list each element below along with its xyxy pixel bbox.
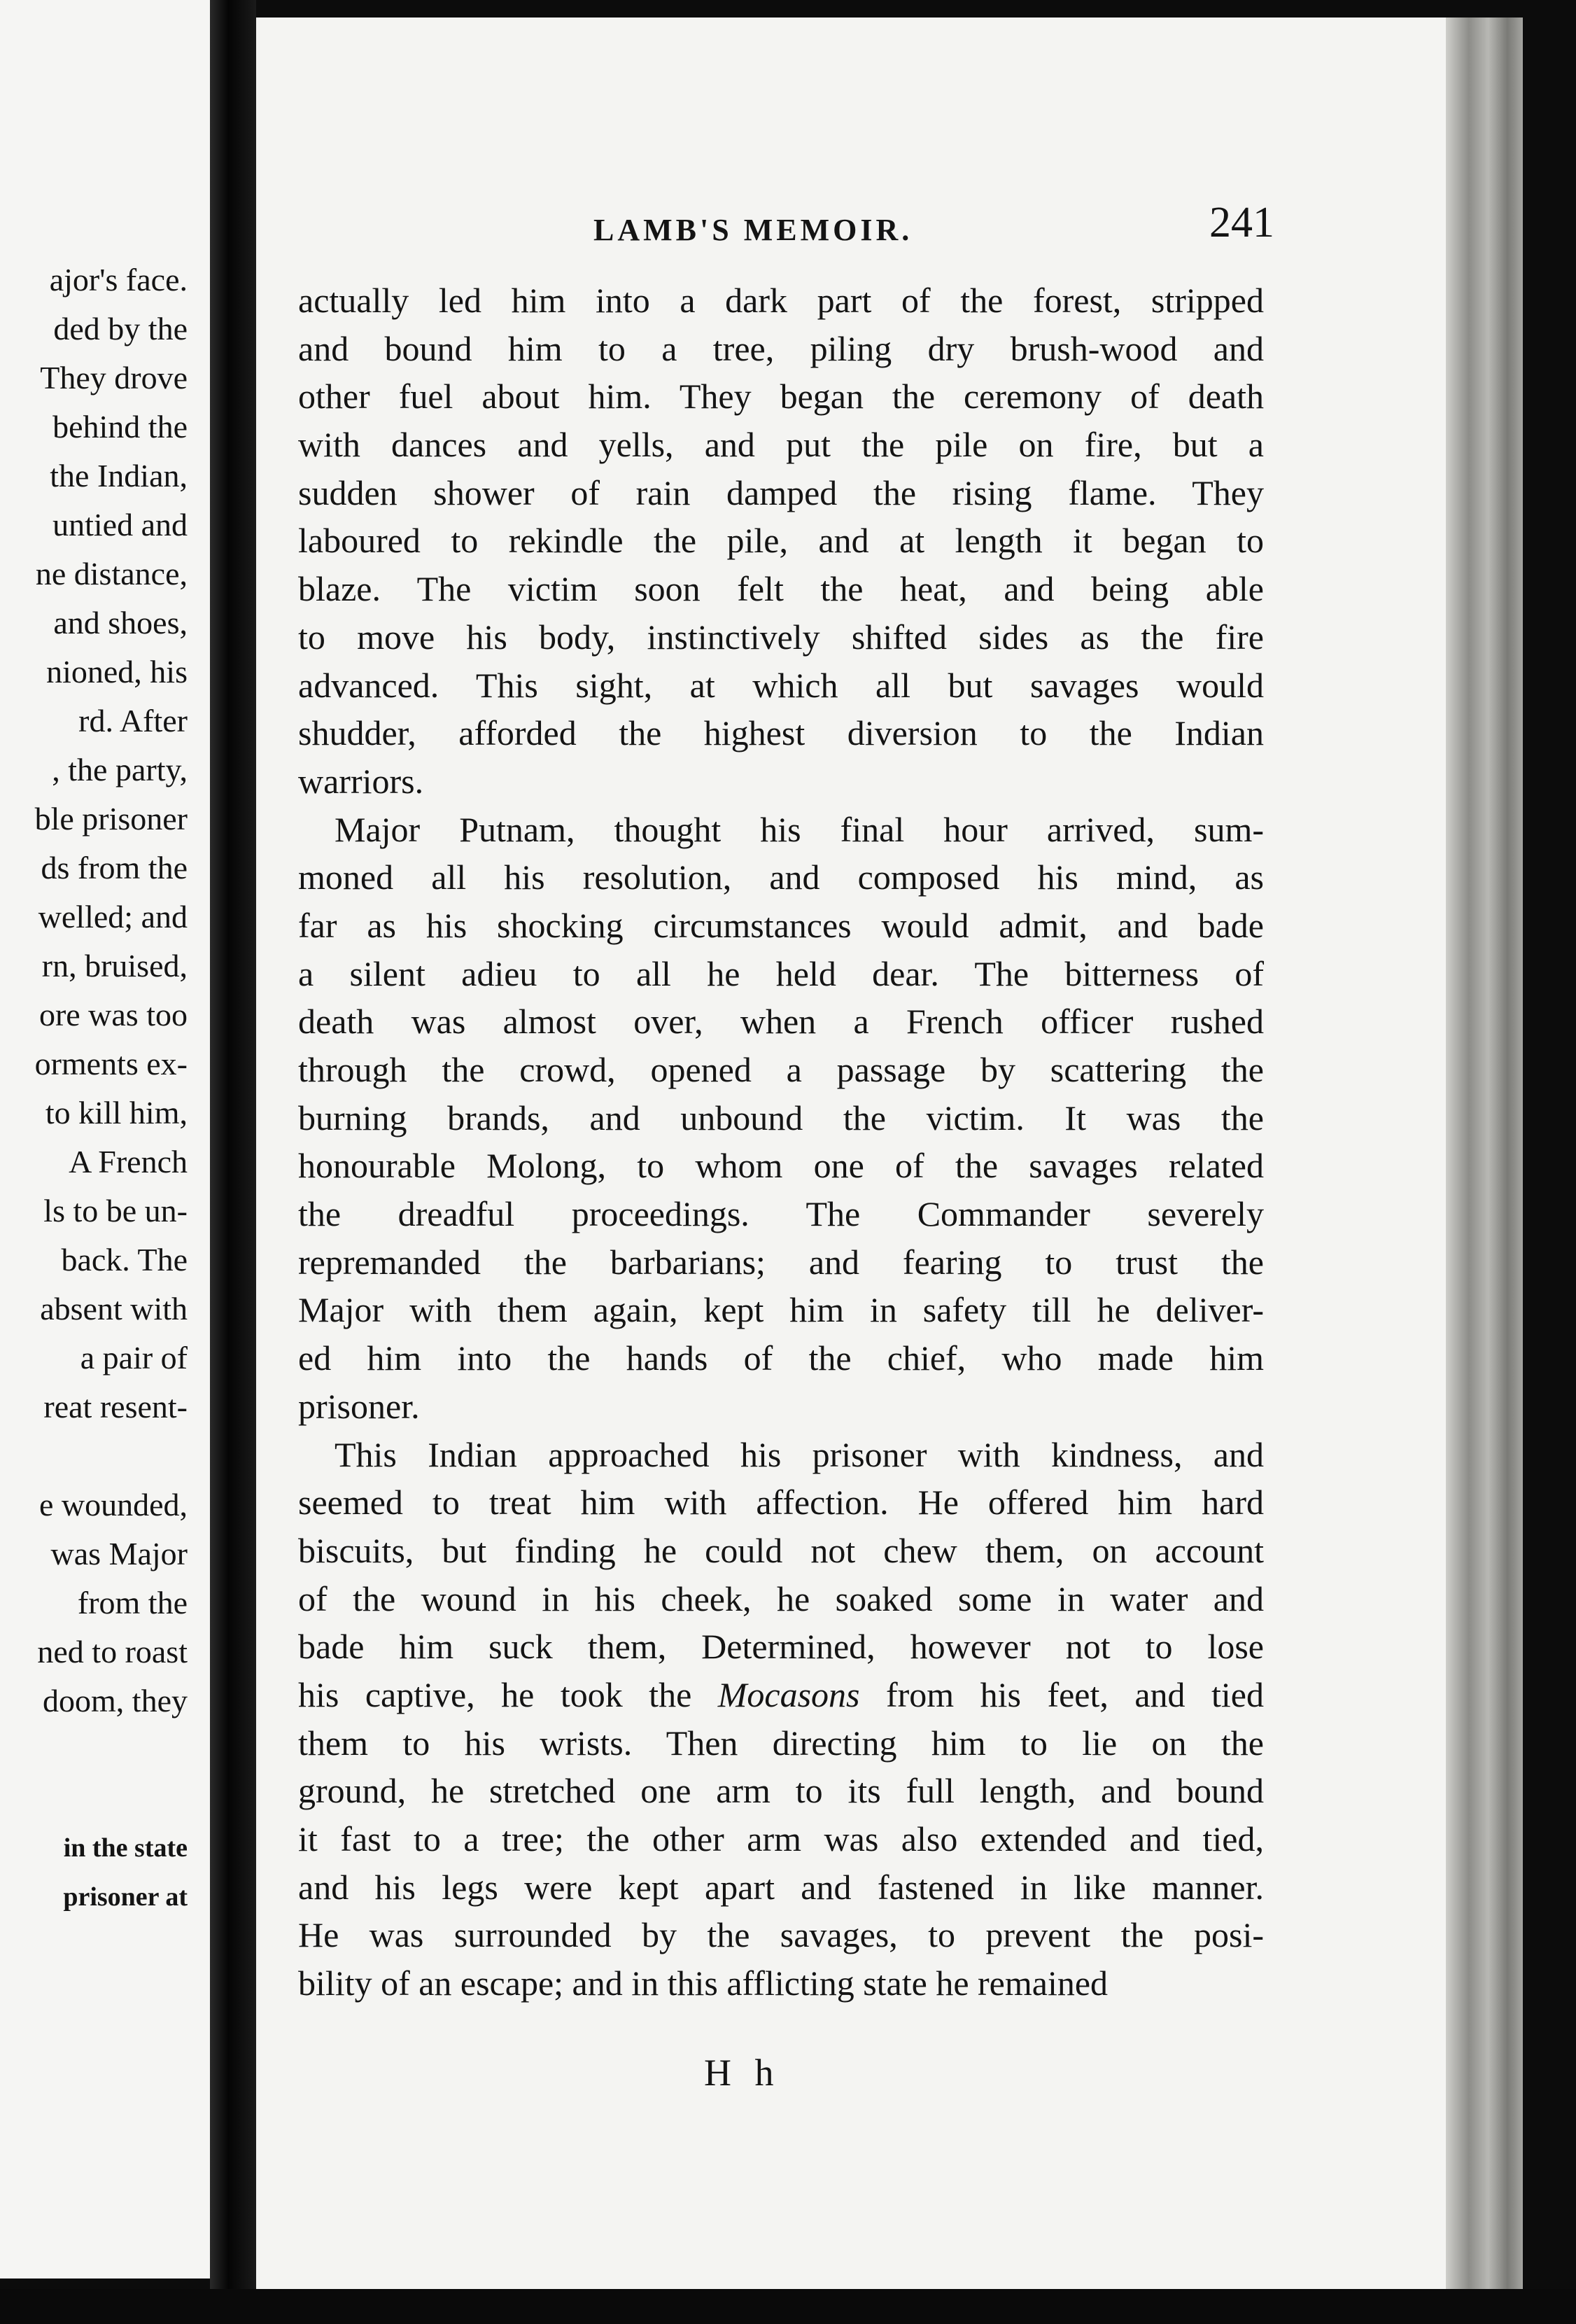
left-page-line: the Indian,	[50, 458, 188, 493]
left-page-line: ds from the	[41, 850, 188, 886]
text-line: with dances and yells, and put the pile on fire, but a	[298, 425, 1264, 465]
left-page-line: , the party,	[52, 752, 188, 788]
left-page-line: ne distance,	[35, 556, 188, 592]
text-line: death was almost over, when a French officer rushed	[298, 1002, 1264, 1042]
left-page-line: was Major	[50, 1536, 188, 1572]
left-page-line: ned to roast	[37, 1634, 188, 1670]
left-page-line: orments ex-	[34, 1046, 188, 1082]
text-line: sudden shower of rain damped the rising flame. They	[298, 472, 1264, 512]
left-facing-page	[0, 0, 210, 2278]
left-page-line: a pair of	[80, 1340, 188, 1376]
text-line: his captive, he took the Mocasons from his feet, and tied	[298, 1674, 1264, 1714]
body-text	[298, 276, 1264, 2008]
page-header	[256, 198, 1523, 261]
text-line: to move his body, instinctively shifted sides as the fire	[298, 617, 1264, 657]
left-page-line: ble prisoner	[34, 801, 188, 836]
text-line: honourable Molong, to whom one of the savages related	[298, 1146, 1264, 1186]
text-line: laboured to rekindle the pile, and at length it began to	[298, 521, 1264, 561]
text-line: repremanded the barbarians; and fearing to trust the	[298, 1242, 1264, 1282]
text-line: This Indian approached his prisoner with kindness, and	[335, 1434, 1264, 1474]
left-page-line: A French	[69, 1144, 188, 1180]
left-page-line: behind the	[52, 409, 188, 444]
left-page-line: doom, they	[43, 1683, 188, 1718]
text-line: ground, he stretched one arm to its full length, and bound	[298, 1771, 1264, 1811]
text-line: prisoner.	[298, 1386, 420, 1426]
left-page-line	[0, 1432, 188, 1480]
scan-bottom-border	[0, 2289, 1576, 2324]
text-line: far as his shocking circumstances would admit, and bade	[298, 905, 1264, 945]
left-page-line: ded by the	[53, 311, 188, 346]
text-line: the dreadful proceedings. The Commander severely	[298, 1194, 1264, 1234]
page-fore-edge	[1446, 18, 1523, 2289]
text-line: bility of an escape; and in this afflicting state he remained	[298, 1963, 1109, 2003]
left-page-line: from the	[77, 1585, 188, 1620]
text-line: burning brands, and unbound the victim. It was the	[298, 1098, 1264, 1138]
left-page-line: ore was too	[38, 997, 188, 1032]
text-line: Major Putnam, thought his final hour arrived, sum-	[335, 809, 1264, 849]
text-line: them to his wrists. Then directing him to lie on the	[298, 1723, 1264, 1763]
text-line: of the wound in his cheek, he soaked some in water and	[298, 1578, 1264, 1618]
italic-word: Mocasons	[717, 1674, 860, 1714]
left-page-line: ajor's face.	[49, 262, 188, 298]
left-page-line	[0, 1774, 188, 1823]
left-page-line: nioned, his	[46, 654, 188, 690]
text-line: and his legs were kept apart and fastened in like manner.	[298, 1867, 1264, 1907]
text-line: a silent adieu to all he held dear. The bitterness of	[298, 953, 1264, 993]
left-page-line	[0, 1726, 188, 1774]
text-line: actually led him into a dark part of the forest, stripped	[298, 281, 1264, 320]
left-page-line: absent with	[40, 1291, 188, 1326]
text-line: shudder, afforded the highest diversion to the Indian	[298, 713, 1264, 753]
left-page-line: untied and	[52, 507, 188, 542]
text-line: ed him into the hands of the chief, who made him	[298, 1338, 1264, 1378]
text-line: warriors.	[298, 761, 424, 801]
text-line: Major with them again, kept him in safety till he deliver-	[298, 1290, 1264, 1330]
book-gutter	[210, 0, 256, 2324]
signature-mark: H h	[704, 2052, 781, 2094]
left-page-line: rd. After	[78, 703, 188, 738]
left-page-text	[0, 255, 188, 1921]
page-number: 241	[1209, 199, 1274, 246]
left-page-line: They drove	[40, 360, 188, 396]
text-line: blaze. The victim soon felt the heat, and being able	[298, 569, 1264, 609]
text-line: through the crowd, opened a passage by scattering the	[298, 1050, 1264, 1089]
left-page-line: in the state	[63, 1833, 188, 1863]
running-title: LAMB'S MEMOIR.	[593, 213, 913, 247]
text-line: moned all his resolution, and composed his mind, as	[298, 858, 1264, 897]
left-page-line: welled; and	[38, 899, 188, 934]
left-page-line: prisoner at	[63, 1882, 188, 1912]
text-line: He was surrounded by the savages, to prevent the posi-	[298, 1915, 1264, 1955]
left-page-line: and shoes,	[53, 605, 188, 640]
left-page-line: back. The	[61, 1242, 188, 1278]
book-page	[256, 18, 1523, 2289]
left-page-line: e wounded,	[38, 1487, 188, 1522]
text-line: and bound him to a tree, piling dry brush-wood and	[298, 328, 1264, 368]
left-page-line: reat resent-	[43, 1389, 188, 1424]
text-line: other fuel about him. They began the ceremony of death	[298, 377, 1264, 416]
text-line: advanced. This sight, at which all but savages would	[298, 665, 1264, 705]
left-page-line: ls to be un-	[43, 1193, 188, 1228]
left-page-line: rn, bruised,	[41, 948, 188, 983]
text-line: bade him suck them, Determined, however not to lose	[298, 1627, 1264, 1667]
text-line: biscuits, but finding he could not chew them, on account	[298, 1530, 1264, 1570]
left-page-line: to kill him,	[45, 1095, 188, 1130]
text-line: it fast to a tree; the other arm was also extended and tied,	[298, 1819, 1264, 1858]
text-line: seemed to treat him with affection. He offered him hard	[298, 1483, 1264, 1522]
